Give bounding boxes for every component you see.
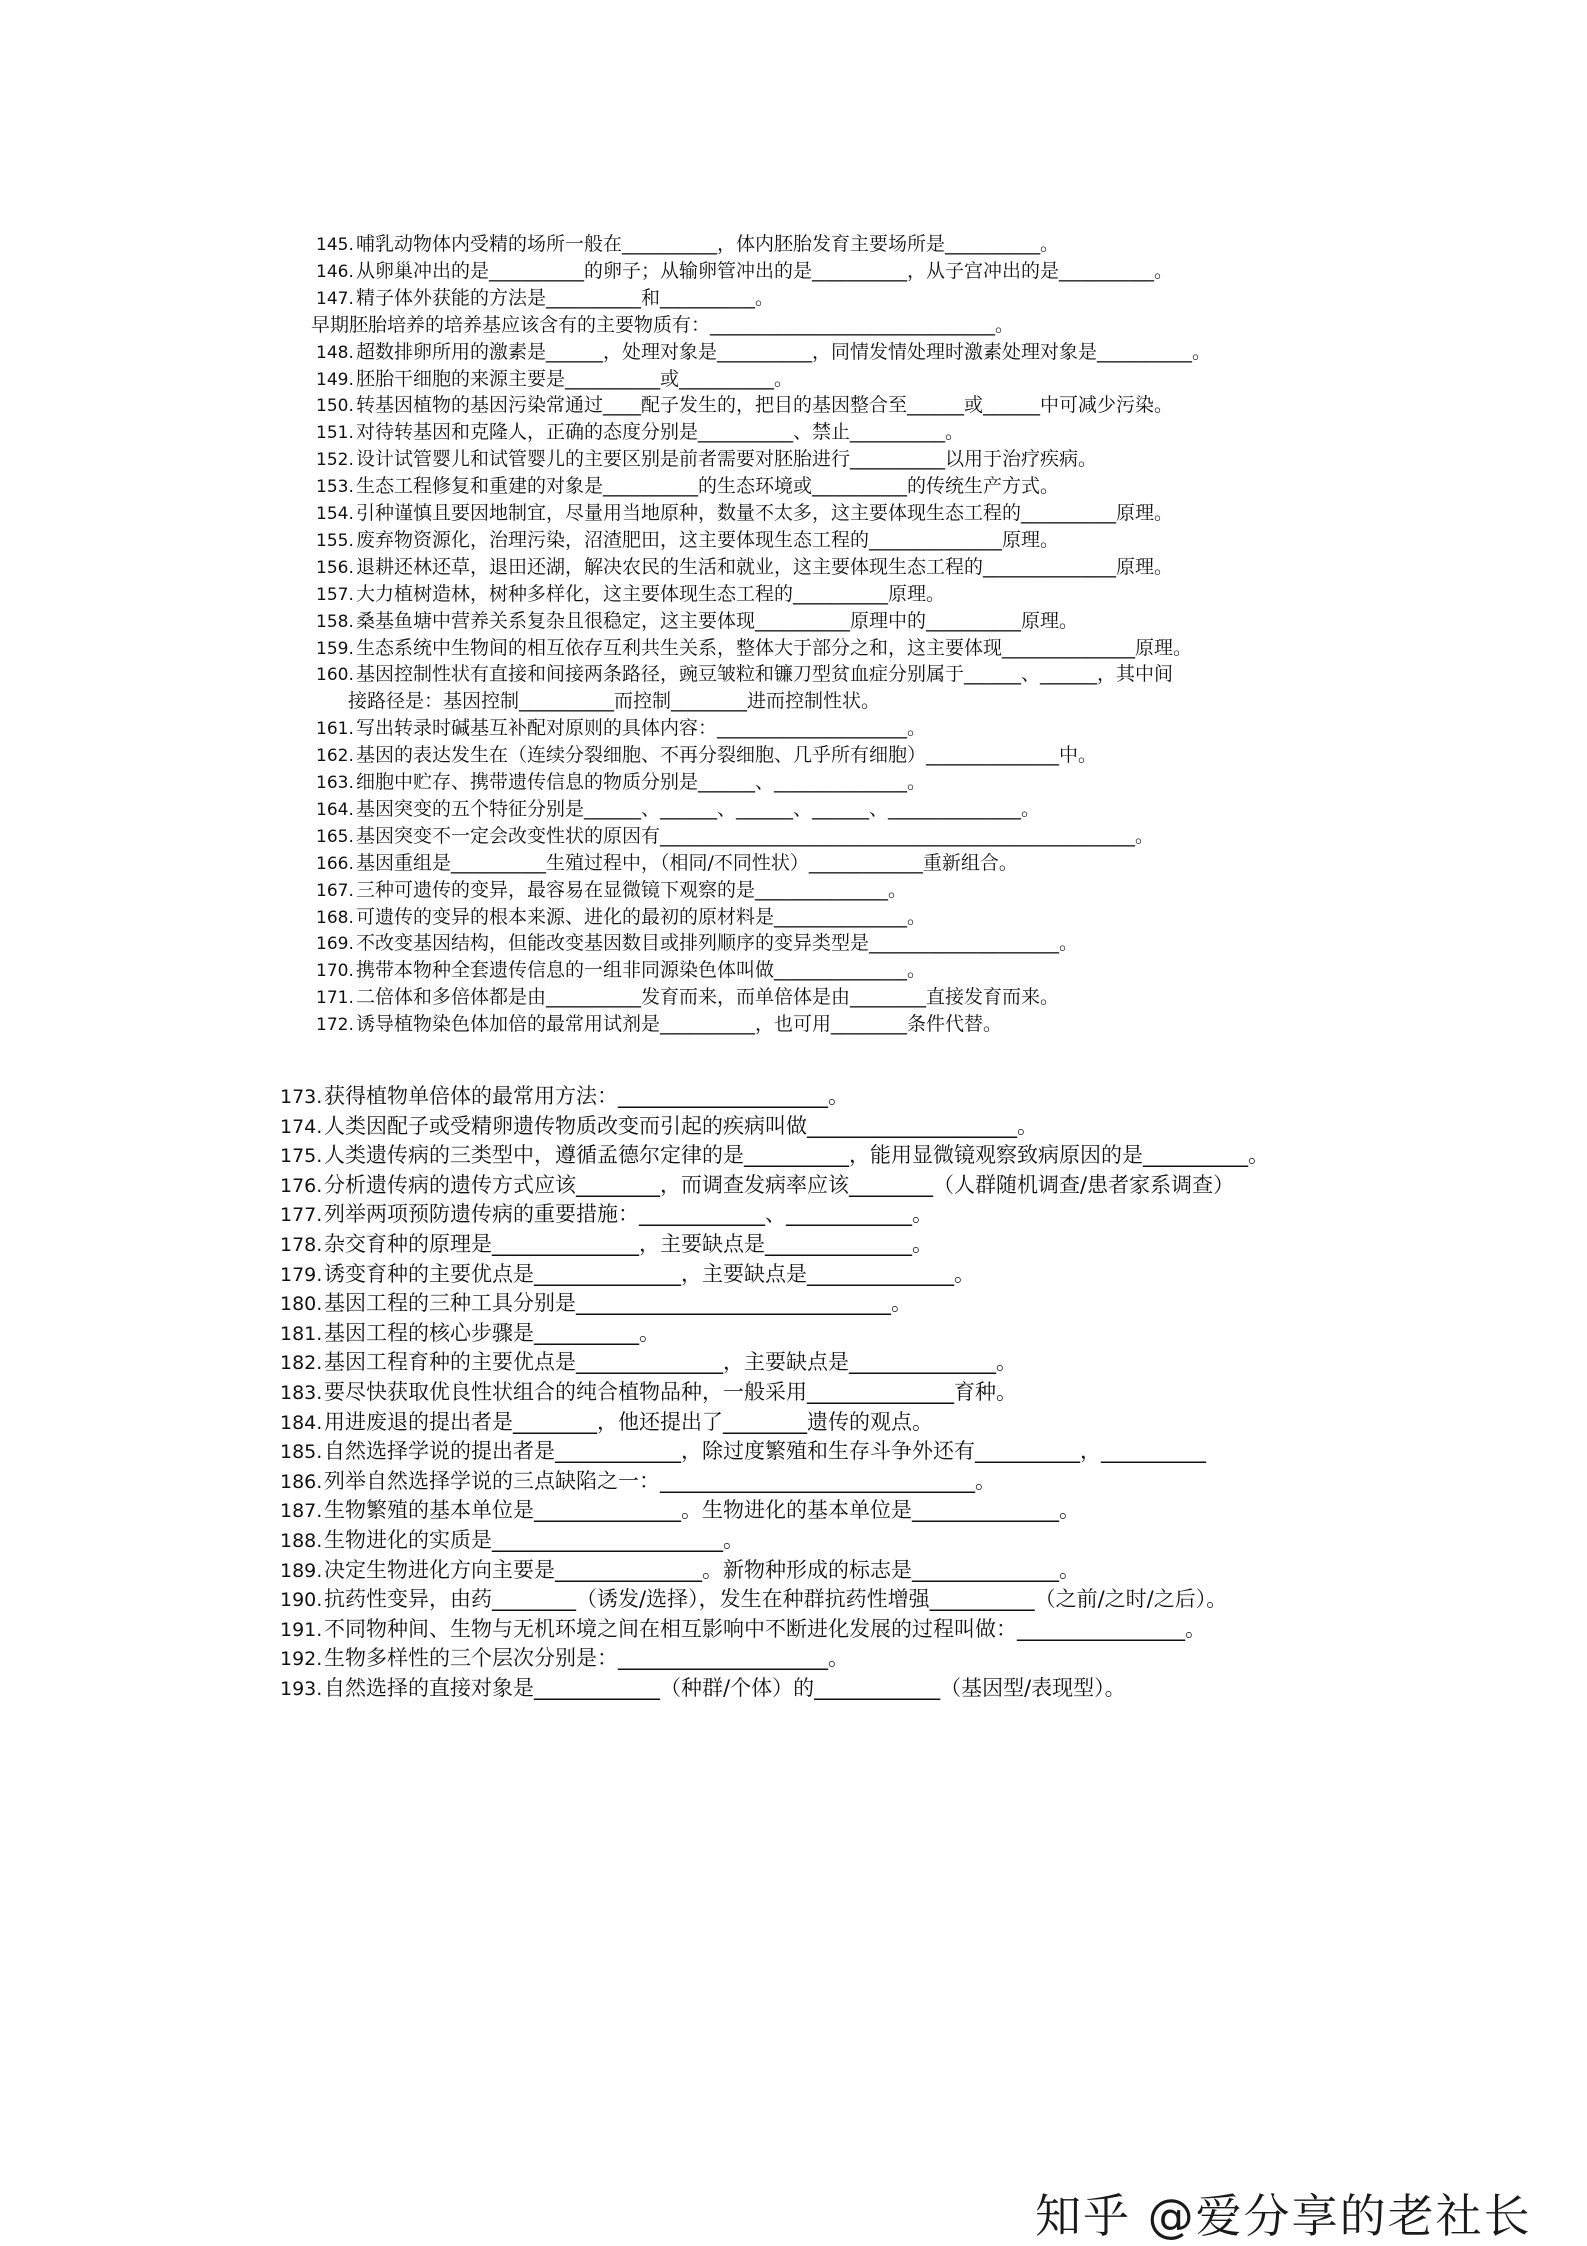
question-line bbox=[316, 258, 1173, 285]
question-line bbox=[316, 608, 1078, 635]
question-number: 152. bbox=[316, 450, 354, 471]
question-text: 哺乳动物体内受精的场所一般在__________，体内胚胎发育主要场所是__________。 bbox=[356, 233, 1060, 255]
question-text: 列举两项预防遗传病的重要措施：____________、____________。 bbox=[324, 1202, 933, 1227]
question-text: 废弃物资源化，治理污染，沼渣肥田，这主要体现生态工程的______________原理。 bbox=[356, 528, 1060, 551]
question-line bbox=[348, 688, 880, 715]
question-text: 写出转录时碱基互补配对原则的具体内容：____________________。 bbox=[356, 717, 927, 740]
question-text: 自然选择学说的提出者是____________，除过度繁殖和生存斗争外还有__________，__________ bbox=[324, 1439, 1206, 1464]
question-number: 166. bbox=[316, 853, 354, 874]
question-number: 182. bbox=[280, 1352, 323, 1375]
question-text: 不同物种间、生物与无机环境之间在相互影响中不断进化发展的过程叫做：________________。 bbox=[324, 1616, 1206, 1641]
question-text: 基因控制性状有直接和间接两条路径，豌豆皱粒和镰刀型贫血症分别属于______、______，其中间 bbox=[356, 663, 1174, 686]
question-number: 185. bbox=[280, 1441, 323, 1464]
question-text: 诱变育种的主要优点是______________，主要缺点是______________。 bbox=[324, 1261, 975, 1286]
question-number: 148. bbox=[316, 342, 354, 363]
question-text: 对待转基因和克隆人，正确的态度分别是__________、禁止__________。 bbox=[356, 421, 965, 444]
zhihu-watermark: 知乎 @爱分享的老社长 bbox=[1035, 2189, 1532, 2243]
question-line bbox=[316, 850, 1018, 877]
question-text: 生态工程修复和重建的对象是__________的生态环境或__________的传统生产方式。 bbox=[356, 475, 1060, 498]
question-line bbox=[316, 500, 1173, 527]
question-text: 生物繁殖的基本单位是______________。生物进化的基本单位是______________。 bbox=[324, 1498, 1080, 1523]
question-text: 早期胚胎培养的培养基应该含有的主要物质有：______________________________。 bbox=[311, 313, 1015, 336]
question-text: 基因突变不一定会改变性状的原因有__________________________________________________。 bbox=[356, 824, 1155, 847]
question-number: 158. bbox=[316, 611, 354, 632]
question-number: 145. bbox=[316, 235, 354, 255]
question-number: 180. bbox=[280, 1293, 323, 1316]
question-text: 基因工程的三种工具分别是______________________________。 bbox=[324, 1291, 912, 1316]
question-line bbox=[316, 930, 1078, 957]
question-number: 173. bbox=[280, 1086, 323, 1108]
question-number: 174. bbox=[280, 1115, 323, 1138]
question-line bbox=[280, 1377, 1017, 1407]
question-text: 细胞中贮存、携带遗传信息的物质分别是______、______________。 bbox=[356, 771, 927, 793]
question-text: 用进废退的提出者是________，他还提出了________遗传的观点。 bbox=[324, 1409, 933, 1434]
question-number: 178. bbox=[280, 1234, 323, 1256]
question-line bbox=[316, 473, 1059, 500]
question-line bbox=[280, 1407, 933, 1437]
question-line bbox=[316, 823, 1154, 850]
question-text: 生物多样性的三个层次分别是：____________________。 bbox=[324, 1646, 849, 1671]
question-text: 基因重组是__________生殖过程中，（相同/不同性状）____________重新组合。 bbox=[356, 851, 1018, 874]
question-text: 人类遗传病的三类型中，遵循孟德尔定律的是__________，能用显微镜观察致病原因的是__________。 bbox=[324, 1143, 1269, 1168]
question-text: 携带本物种全套遗传信息的一组非同源染色体叫做______________。 bbox=[356, 959, 927, 982]
question-text: 人类因配子或受精卵遗传物质改变而引起的疾病叫做____________________。 bbox=[324, 1113, 1038, 1138]
question-line bbox=[280, 1614, 1206, 1644]
question-line bbox=[280, 1673, 1126, 1703]
question-number: 167. bbox=[316, 880, 354, 901]
question-number: 160. bbox=[316, 665, 354, 686]
question-number: 191. bbox=[280, 1618, 323, 1641]
question-line bbox=[280, 1259, 975, 1289]
question-number: 161. bbox=[316, 719, 354, 740]
question-line bbox=[280, 1111, 1038, 1141]
question-number: 162. bbox=[316, 746, 354, 767]
question-number: 181. bbox=[280, 1322, 323, 1345]
question-number: 192. bbox=[280, 1648, 323, 1671]
question-number: 153. bbox=[316, 477, 354, 498]
question-text: 诱导植物染色体加倍的最常用试剂是__________，也可用________条件代替。 bbox=[356, 1013, 1003, 1036]
question-number: 165. bbox=[316, 826, 354, 847]
question-line bbox=[316, 366, 793, 393]
question-line bbox=[316, 446, 1097, 473]
question-number: 187. bbox=[280, 1500, 323, 1523]
question-line bbox=[280, 1140, 1269, 1170]
question-number: 171. bbox=[316, 988, 354, 1009]
question-line bbox=[316, 661, 1173, 688]
question-text: 生态系统中生物间的相互依存互利共生关系，整体大于部分之和，这主要体现______________原理。 bbox=[356, 636, 1193, 659]
question-number: 189. bbox=[280, 1559, 323, 1582]
question-text: 基因工程育种的主要优点是______________，主要缺点是______________。 bbox=[324, 1350, 1017, 1375]
question-line bbox=[316, 339, 1211, 366]
question-line bbox=[316, 581, 945, 608]
question-number: 169. bbox=[316, 934, 354, 955]
question-number: 186. bbox=[280, 1470, 323, 1493]
question-number: 179. bbox=[280, 1263, 323, 1286]
question-line bbox=[316, 742, 1097, 769]
question-text: 列举自然选择学说的三点缺陷之一：______________________________。 bbox=[324, 1468, 996, 1493]
question-line bbox=[316, 957, 926, 984]
question-line bbox=[316, 419, 964, 446]
question-text: 超数排卵所用的激素是______，处理对象是__________，同情发情处理时激素处理对象是__________。 bbox=[356, 340, 1212, 363]
question-text: 可遗传的变异的根本来源、进化的最初的原材料是______________。 bbox=[356, 905, 927, 928]
question-number: 157. bbox=[316, 584, 354, 605]
question-line bbox=[316, 231, 1059, 258]
question-line bbox=[316, 1011, 1002, 1038]
question-text: 生物进化的实质是______________________。 bbox=[324, 1528, 744, 1552]
question-text: 杂交育种的原理是______________，主要缺点是______________。 bbox=[324, 1232, 933, 1256]
question-number: 163. bbox=[316, 773, 354, 793]
question-number: 176. bbox=[280, 1174, 323, 1197]
question-text: 退耕还林还草，退田还湖，解决农民的生活和就业，这主要体现生态工程的______________原理。 bbox=[356, 555, 1174, 578]
question-number: 159. bbox=[316, 638, 354, 659]
question-line bbox=[280, 1170, 1234, 1200]
question-text: 从卵巢冲出的是__________的卵子；从输卵管冲出的是__________，从子宫冲出的是__________。 bbox=[356, 259, 1174, 282]
question-line bbox=[280, 1288, 912, 1318]
question-text: 要尽快获取优良性状组合的纯合植物品种，一般采用______________育种。 bbox=[324, 1380, 1017, 1404]
question-text: 基因的表达发生在（连续分裂细胞、不再分裂细胞、几乎所有细胞）______________中。 bbox=[356, 744, 1098, 767]
question-line bbox=[316, 877, 907, 904]
question-line bbox=[316, 904, 926, 931]
question-line bbox=[316, 796, 1040, 823]
question-line bbox=[280, 1436, 1206, 1466]
question-text: 二倍体和多倍体都是由__________发育而来，而单倍体是由________直接发育而来。 bbox=[356, 986, 1060, 1009]
question-line bbox=[316, 769, 926, 796]
question-text: 分析遗传病的遗传方式应该________，而调查发病率应该________（人群随机调查/患者家系调查） bbox=[324, 1172, 1235, 1197]
question-number: 164. bbox=[316, 799, 354, 820]
question-text: 基因工程的核心步骤是__________。 bbox=[324, 1320, 660, 1345]
question-text: 桑基鱼塘中营养关系复杂且很稳定，这主要体现__________原理中的__________原理。 bbox=[356, 609, 1079, 632]
question-line bbox=[280, 1643, 849, 1673]
question-text: 胚胎干细胞的来源主要是__________或__________。 bbox=[356, 367, 794, 390]
question-line bbox=[311, 312, 1014, 339]
question-text: 获得植物单倍体的最常用方法：____________________。 bbox=[324, 1084, 849, 1108]
question-number: 175. bbox=[280, 1145, 323, 1168]
question-number: 168. bbox=[316, 907, 354, 928]
question-line bbox=[280, 1318, 660, 1348]
question-text: 不改变基因结构，但能改变基因数目或排列顺序的变异类型是____________________。 bbox=[356, 932, 1079, 955]
question-line bbox=[316, 984, 1059, 1011]
question-text: 转基因植物的基因污染常通过____配子发生的，把目的基因整合至______或______中可减少污染。 bbox=[356, 394, 1174, 417]
question-line bbox=[280, 1555, 1080, 1585]
question-number: 156. bbox=[316, 557, 354, 578]
question-line bbox=[316, 715, 926, 742]
question-number: 146. bbox=[316, 261, 354, 282]
question-number: 184. bbox=[280, 1411, 323, 1434]
question-number: 188. bbox=[280, 1530, 323, 1552]
question-line bbox=[280, 1495, 1080, 1525]
question-line bbox=[280, 1081, 849, 1111]
question-line bbox=[316, 527, 1059, 554]
question-number: 172. bbox=[316, 1015, 354, 1036]
question-line bbox=[316, 285, 774, 312]
question-number: 155. bbox=[316, 530, 354, 551]
question-number: 170. bbox=[316, 961, 354, 982]
question-line bbox=[316, 635, 1192, 662]
question-text: 决定生物进化方向主要是______________。新物种形成的标志是______________。 bbox=[324, 1557, 1080, 1582]
question-line bbox=[280, 1584, 1227, 1614]
question-line bbox=[280, 1229, 933, 1259]
question-text: 设计试管婴儿和试管婴儿的主要区别是前者需要对胚胎进行__________以用于治疗疾病。 bbox=[356, 448, 1098, 471]
question-number: 177. bbox=[280, 1204, 323, 1227]
question-line bbox=[280, 1525, 744, 1555]
question-number: 150. bbox=[316, 396, 354, 417]
question-line bbox=[280, 1199, 933, 1229]
question-text: 精子体外获能的方法是__________和__________。 bbox=[356, 286, 775, 309]
question-text: 大力植树造林，树种多样化，这主要体现生态工程的__________原理。 bbox=[356, 582, 946, 605]
question-number: 147. bbox=[316, 288, 354, 309]
question-number: 183. bbox=[280, 1382, 323, 1404]
question-text: 自然选择的直接对象是____________（种群/个体）的____________（基因型/表现型）。 bbox=[324, 1676, 1126, 1700]
question-text: 抗药性变异，由药________（诱发/选择），发生在种群抗药性增强__________（之前/之时/之后）。 bbox=[324, 1587, 1228, 1612]
question-line bbox=[280, 1347, 1017, 1377]
question-line bbox=[280, 1466, 996, 1496]
question-text: 三种可遗传的变异，最容易在显微镜下观察的是______________。 bbox=[356, 878, 908, 901]
question-text: 引种谨慎且要因地制宜，尽量用当地原种，数量不太多，这主要体现生态工程的__________原理。 bbox=[356, 502, 1174, 524]
question-number: 154. bbox=[316, 504, 354, 524]
question-text: 基因突变的五个特征分别是______、______、______、______、______________。 bbox=[356, 797, 1041, 820]
question-number: 149. bbox=[316, 369, 354, 390]
question-line bbox=[316, 392, 1173, 419]
question-line bbox=[316, 554, 1173, 581]
question-number: 193. bbox=[280, 1678, 323, 1700]
question-number: 151. bbox=[316, 423, 354, 444]
question-text: 接路径是：基因控制__________而控制________进而控制性状。 bbox=[348, 690, 881, 713]
question-number: 190. bbox=[280, 1589, 323, 1612]
